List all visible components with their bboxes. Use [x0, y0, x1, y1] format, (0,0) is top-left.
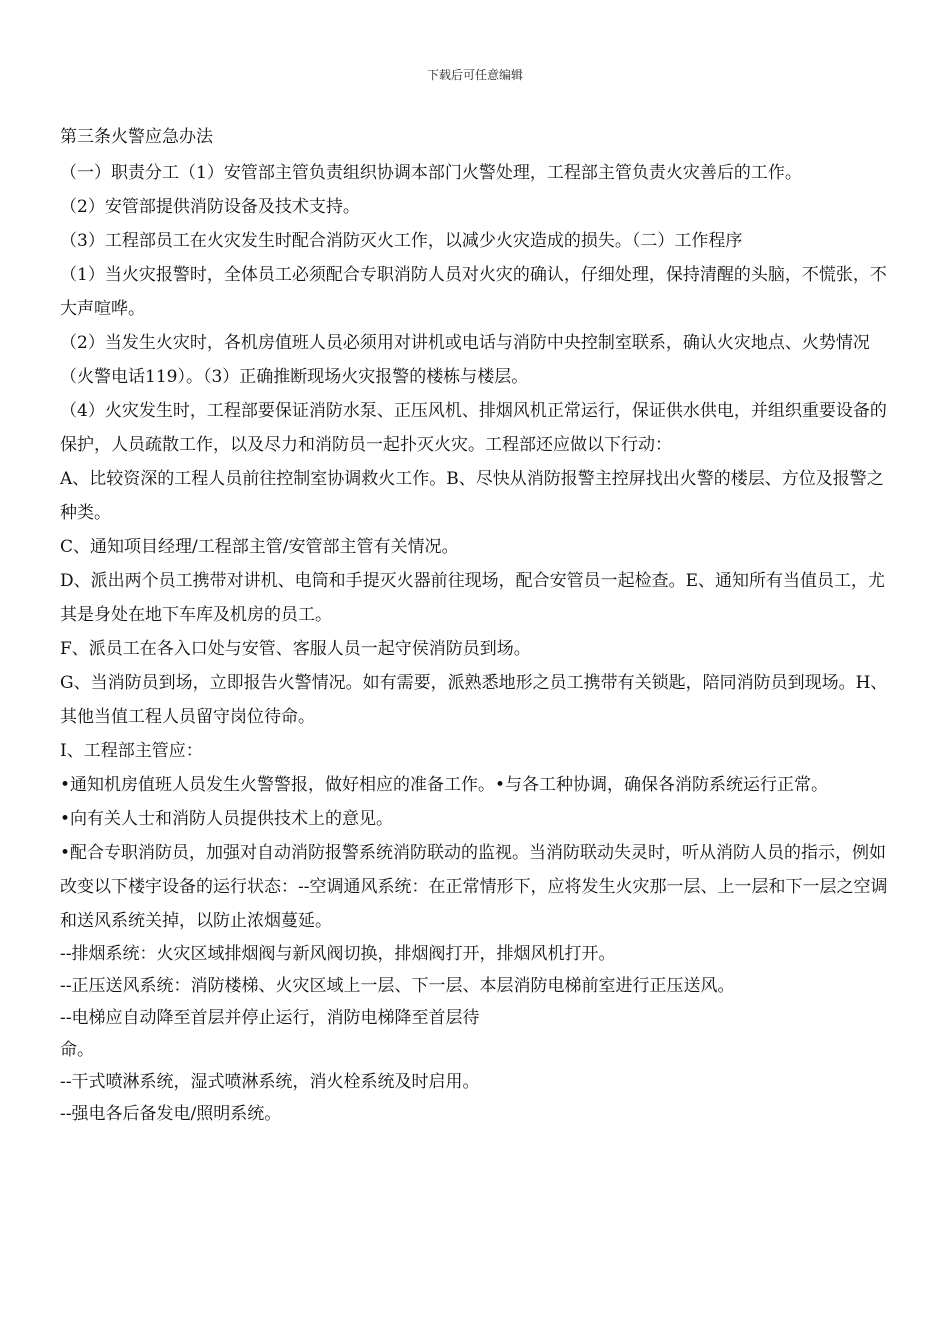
paragraph-fire-alarm: （1）当火灾报警时，全体员工必须配合专职消防人员对火灾的确认，仔细处理，保持清醒的头脑，不慌张，不大声喧哗。 [60, 265, 887, 319]
section-title: 第三条火警应急办法 [60, 127, 213, 147]
page-header: 下载后可任意编辑 [426, 68, 523, 82]
paragraph-item-f: F、派员工在各入口处与安管、客服人员一起守侯消防员到场。 [60, 639, 531, 659]
paragraph-elevator-cont: 命。 [60, 1040, 94, 1060]
paragraph-item-g-h: G、当消防员到场，立即报告火警情况。如有需要，派熟悉地形之员工携带有关锁匙，陪同消防员到现场。H、其他当值工程人员留守岗位待命。 [60, 673, 888, 727]
paragraph-duty-division: （一）职责分工（1）安管部主管负责组织协调本部门火警处理，工程部主管负责火灾善后的工作。 [60, 163, 802, 183]
paragraph-engineering-actions: （4）火灾发生时，工程部要保证消防水泵、正压风机、排烟风机正常运行，保证供水供电，并组织重要设备的保护，人员疏散工作，以及尽力和消防员一起扑灭火灾。工程部还应做以下行动： [60, 401, 887, 455]
paragraph-bullet-cooperate: •配合专职消防员，加强对自动消防报警系统消防联动的监视。当消防联动失灵时，听从消防人员的指示，例如改变以下楼宇设备的运行状态：--空调通风系统：在正常情形下，应将发生火灾那一层、上一层和下一层之空调和送风系统关掉，以防止浓烟蔓延。 [60, 843, 888, 931]
paragraph-item-a-b: A、比较资深的工程人员前往控制室协调救火工作。B、尽快从消防报警主控屏找出火警的楼层、方位及报警之种类。 [60, 469, 884, 523]
paragraph-fire-occurs: （2）当发生火灾时，各机房值班人员必须用对讲机或电话与消防中央控制室联系，确认火灾地点、火势情况（火警电话119）。（3）正确推断现场火灾报警的楼栋与楼层。 [60, 333, 870, 387]
paragraph-pressurization: --正压送风系统：消防楼梯、火灾区域上一层、下一层、本层消防电梯前室进行正压送风。 [60, 976, 735, 996]
paragraph-item-c: C、通知项目经理/工程部主管/安管部主管有关情况。 [60, 537, 459, 557]
paragraph-sprinkler: --干式喷淋系统，湿式喷淋系统，消火栓系统及时启用。 [60, 1072, 480, 1092]
paragraph-item-d-e: D、派出两个员工携带对讲机、电筒和手提灭火器前往现场，配合安管员一起检查。E、通知所有当值员工，尤其是身处在地下车库及机房的员工。 [60, 571, 886, 625]
paragraph-bullet-notify: •通知机房值班人员发生火警警报，做好相应的准备工作。•与各工种协调，确保各消防系统运行正常。 [60, 775, 829, 795]
paragraph-bullet-advice: •向有关人士和消防人员提供技术上的意见。 [60, 809, 394, 829]
paragraph-item-i: I、工程部主管应： [60, 741, 203, 761]
paragraph-backup-power: --强电各后备发电/照明系统。 [60, 1104, 282, 1124]
paragraph-smoke-exhaust: --排烟系统：火灾区域排烟阀与新风阀切换，排烟阀打开，排烟风机打开。 [60, 944, 616, 964]
document-body [60, 124, 890, 1130]
paragraph-security-support: （2）安管部提供消防设备及技术支持。 [60, 197, 360, 217]
paragraph-elevator: --电梯应自动降至首层并停止运行，消防电梯降至首层待 [60, 1008, 480, 1028]
paragraph-engineering-staff: （3）工程部员工在火灾发生时配合消防灭火工作，以减少火灾造成的损失。（二）工作程序 [60, 231, 743, 251]
